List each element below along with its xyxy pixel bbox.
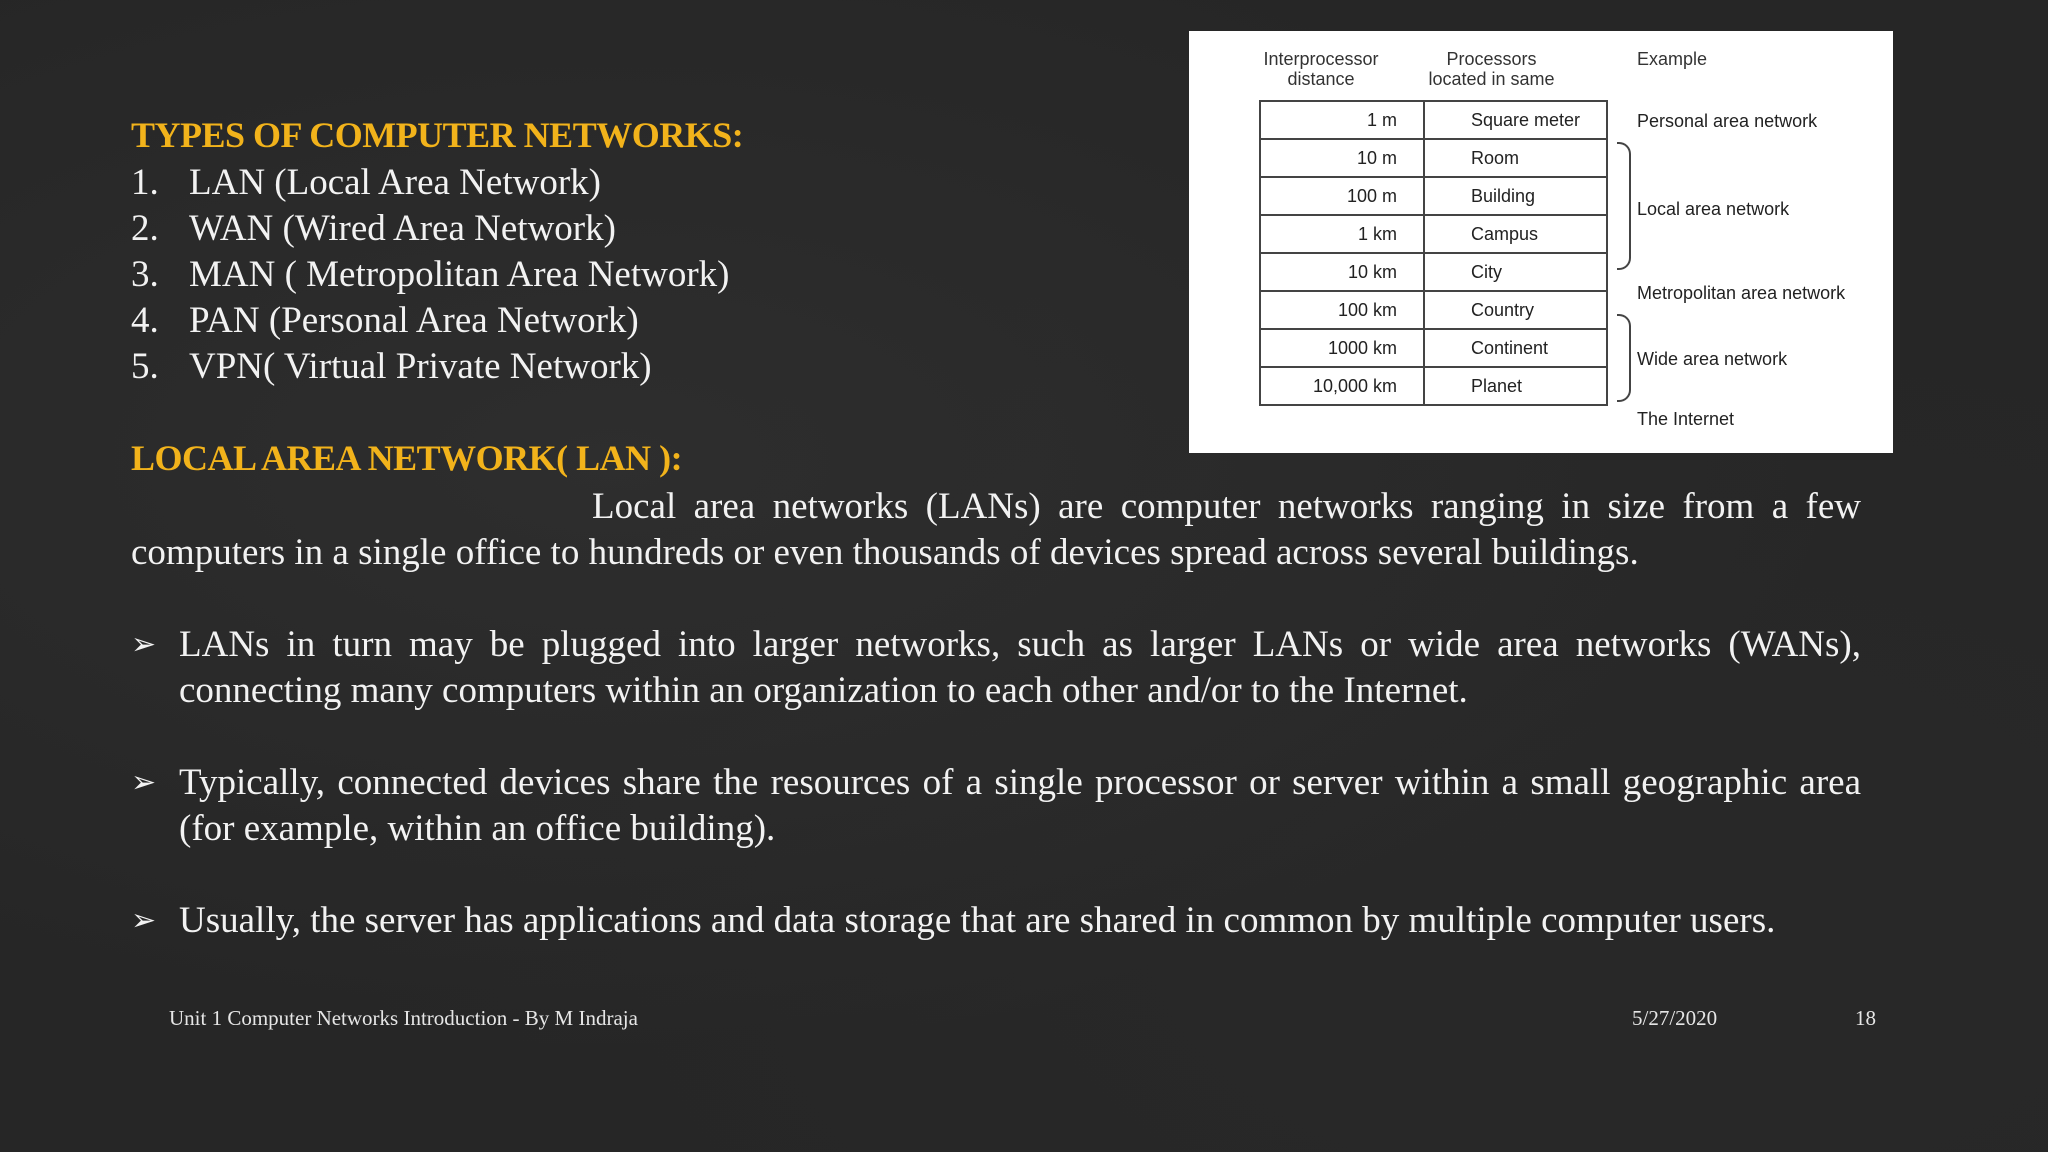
footer-title: Unit 1 Computer Networks Introduction - By M Indraja	[169, 1006, 638, 1030]
example-man: Metropolitan area network	[1637, 283, 1846, 303]
distance-cell: 10 m	[1260, 139, 1424, 177]
lan-brace	[1617, 142, 1631, 270]
header-example: Example	[1637, 49, 1708, 69]
list-number: 2.	[131, 208, 159, 249]
header-processors: Processors located in same	[1428, 49, 1555, 89]
list-item	[131, 298, 729, 344]
lan-intro-paragraph: Local area networks (LANs) are computer networks ranging in size from a few computers in a single office to hundreds or even thousands of devices spread across several buildings.	[131, 486, 1861, 573]
page-number: 18	[1855, 1006, 1876, 1030]
arrow-bullet-icon: ➢	[131, 903, 157, 938]
example-wan: Wide area network	[1637, 349, 1788, 369]
location-cell: Country	[1424, 291, 1607, 329]
table-row	[1260, 139, 1607, 177]
table-row	[1260, 215, 1607, 253]
location-cell: Campus	[1424, 215, 1607, 253]
distance-cell: 1 m	[1260, 101, 1424, 139]
arrow-bullet-icon: ➢	[131, 765, 157, 800]
list-text: LAN (Local Area Network)	[189, 162, 601, 203]
distance-cell: 100 m	[1260, 177, 1424, 215]
list-text: WAN (Wired Area Network)	[189, 208, 616, 249]
list-item	[131, 206, 729, 252]
bullet-item	[131, 898, 1861, 944]
list-item	[131, 160, 729, 206]
bullet-text: Usually, the server has applications and data storage that are shared in common by multiple computer users.	[179, 900, 1776, 941]
table-row	[1260, 329, 1607, 367]
bullet-item	[131, 760, 1861, 852]
list-number: 1.	[131, 162, 159, 203]
list-text: MAN ( Metropolitan Area Network)	[189, 254, 730, 295]
list-text: VPN( Virtual Private Network)	[189, 346, 652, 387]
bullet-text: Typically, connected devices share the resources of a single processor or server within a small geographic area (for example, within an office building).	[179, 762, 1861, 849]
example-pan: Personal area network	[1637, 111, 1818, 131]
distance-cell: 10,000 km	[1260, 367, 1424, 405]
bullet-item	[131, 622, 1861, 714]
location-cell: City	[1424, 253, 1607, 291]
table-row	[1260, 367, 1607, 405]
location-cell: Planet	[1424, 367, 1607, 405]
distance-cell: 10 km	[1260, 253, 1424, 291]
list-item	[131, 344, 729, 390]
header-distance: Interprocessor distance	[1263, 49, 1379, 89]
wan-brace	[1617, 314, 1631, 402]
scale-grid	[1259, 100, 1608, 406]
list-number: 3.	[131, 254, 159, 295]
list-number: 4.	[131, 300, 159, 341]
location-cell: Room	[1424, 139, 1607, 177]
list-item	[131, 252, 729, 298]
bullet-text: LANs in turn may be plugged into larger networks, such as larger LANs or wide area networks (WANs), connecting many computers within an organization to each other and/or to the Internet.	[179, 624, 1861, 711]
arrow-bullet-icon: ➢	[131, 627, 157, 662]
example-internet: The Internet	[1637, 409, 1735, 429]
lan-heading: LOCAL AREA NETWORK( LAN ):	[131, 438, 683, 478]
location-cell: Building	[1424, 177, 1607, 215]
distance-cell: 100 km	[1260, 291, 1424, 329]
distance-cell: 1 km	[1260, 215, 1424, 253]
location-cell: Square meter	[1424, 101, 1607, 139]
network-scale-table	[1189, 31, 1893, 453]
list-number: 5.	[131, 346, 159, 387]
network-types-list	[131, 160, 729, 390]
table-row	[1260, 101, 1607, 139]
table-row	[1260, 253, 1607, 291]
distance-cell: 1000 km	[1260, 329, 1424, 367]
table-row	[1260, 177, 1607, 215]
example-lan: Local area network	[1637, 199, 1790, 219]
table-row	[1260, 291, 1607, 329]
footer-date: 5/27/2020	[1632, 1006, 1718, 1030]
location-cell: Continent	[1424, 329, 1607, 367]
list-text: PAN (Personal Area Network)	[189, 300, 639, 341]
types-heading: TYPES OF COMPUTER NETWORKS:	[131, 115, 744, 155]
